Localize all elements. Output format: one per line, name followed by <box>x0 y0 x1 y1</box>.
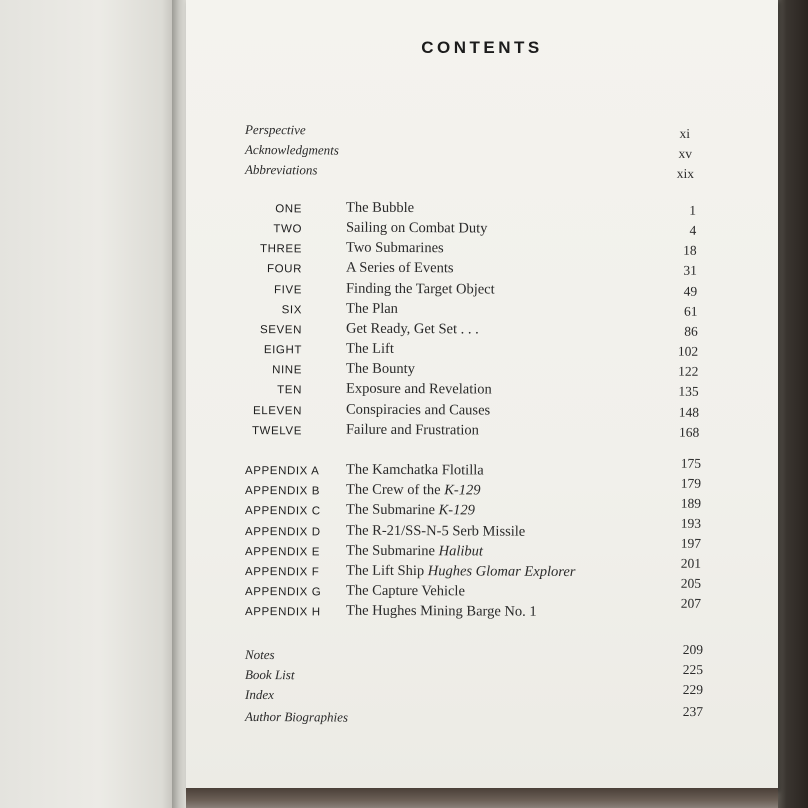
front-matter-title: Perspective <box>244 121 306 138</box>
appendix-title-text: The R-21/SS-N-5 Serb Missile <box>345 522 526 540</box>
appendix-title-italic: K-129 <box>438 502 475 519</box>
back-matter-title: Index <box>244 686 274 703</box>
page-number: 229 <box>682 681 704 698</box>
page-number: 168 <box>679 424 700 440</box>
page-bottom-shadow <box>186 788 778 808</box>
page-number: 179 <box>680 475 702 491</box>
page-number: 175 <box>680 455 702 471</box>
appendix-label: APPENDIX E <box>244 545 321 559</box>
page-number: 61 <box>683 303 698 319</box>
appendix-title-text: The Hughes Mining Barge No. 1 <box>345 603 537 621</box>
chapter-title: Sailing on Combat Duty <box>345 219 488 237</box>
front-matter-title: Acknowledgments <box>244 141 339 158</box>
page-number: 102 <box>677 343 699 359</box>
appendix-title-italic: Hughes Glomar Explorer <box>427 563 576 581</box>
appendix-title-italic: Halibut <box>438 543 483 560</box>
appendix-title-text: The Submarine <box>345 542 439 560</box>
page-number: 205 <box>680 575 702 591</box>
chapter-title: Finding the Target Object <box>345 280 495 298</box>
page-number: xix <box>676 165 695 182</box>
chapter-number: TWELVE <box>251 424 303 438</box>
page-number: 1 <box>689 202 697 218</box>
chapter-number: NINE <box>272 364 303 377</box>
page-number: 49 <box>683 283 698 299</box>
chapter-number: EIGHT <box>263 344 303 357</box>
chapter-number: TWO <box>273 223 303 236</box>
page-number: 237 <box>682 703 704 720</box>
appendix-label: APPENDIX G <box>244 586 322 599</box>
chapter-number: SIX <box>281 304 303 317</box>
page-number: 207 <box>680 595 702 611</box>
appendix-title <box>346 522 525 540</box>
chapter-number: FIVE <box>273 283 303 296</box>
page-number: 193 <box>680 515 702 531</box>
appendix-label: APPENDIX A <box>244 465 320 478</box>
appendix-label: APPENDIX D <box>244 525 321 539</box>
page-number: 86 <box>684 323 698 339</box>
appendix-title <box>346 563 576 581</box>
appendix-title-text: The Crew of the <box>345 481 445 499</box>
appendix-title-text: The Lift Ship <box>345 562 428 580</box>
chapter-number: THREE <box>259 243 303 256</box>
appendix-label: APPENDIX C <box>244 505 321 518</box>
appendix-title <box>346 583 465 601</box>
page-number: 189 <box>680 495 702 511</box>
chapter-number: ONE <box>275 203 303 216</box>
chapter-number: TEN <box>277 384 303 397</box>
contents-heading: CONTENTS <box>421 38 543 57</box>
appendix-title-text: The Kamchatka Flotilla <box>345 461 484 479</box>
back-matter-title: Author Biographies <box>244 708 348 725</box>
appendix-label: APPENDIX F <box>244 566 320 579</box>
chapter-title: Exposure and Revelation <box>345 380 492 398</box>
page-number: 148 <box>678 404 700 420</box>
page-number: 201 <box>680 555 702 571</box>
appendix-title <box>346 482 481 500</box>
appendix-title <box>346 462 484 480</box>
front-matter-title: Abbreviations <box>244 161 318 178</box>
page-number: xi <box>679 125 691 141</box>
appendix-title <box>346 502 475 520</box>
chapter-number: SEVEN <box>259 324 303 337</box>
page-number: 122 <box>678 363 699 379</box>
chapter-title: Conspiracies and Causes <box>345 401 491 419</box>
chapter-title: Get Ready, Get Set . . . <box>345 320 479 338</box>
page-number: 209 <box>682 641 704 658</box>
back-matter-title: Notes <box>244 646 275 663</box>
appendix-label: APPENDIX H <box>244 606 321 619</box>
chapter-title: Two Submarines <box>345 239 444 257</box>
appendix-title-text: The Capture Vehicle <box>345 582 465 600</box>
appendix-title <box>346 603 537 621</box>
chapter-title: A Series of Events <box>345 260 454 277</box>
chapter-title: The Bounty <box>345 360 415 378</box>
page-number: 4 <box>689 222 697 238</box>
appendix-title-italic: K-129 <box>444 482 481 499</box>
page-number: 135 <box>678 384 699 400</box>
chapter-number: FOUR <box>266 263 303 276</box>
chapter-title: The Plan <box>345 300 399 317</box>
page-number: 31 <box>683 263 697 279</box>
page-number: 18 <box>683 243 697 259</box>
chapter-number: ELEVEN <box>252 404 303 417</box>
back-matter-title: Book List <box>244 666 295 683</box>
chapter-title: The Bubble <box>345 199 415 217</box>
page-number: 225 <box>682 661 704 678</box>
appendix-title <box>346 542 483 560</box>
appendix-label: APPENDIX B <box>244 485 321 498</box>
page-number: xv <box>678 145 693 162</box>
appendix-title-text: The Submarine <box>345 502 439 519</box>
chapter-title: The Lift <box>345 340 394 357</box>
chapter-title: Failure and Frustration <box>345 421 479 439</box>
page-number: 197 <box>680 535 702 551</box>
